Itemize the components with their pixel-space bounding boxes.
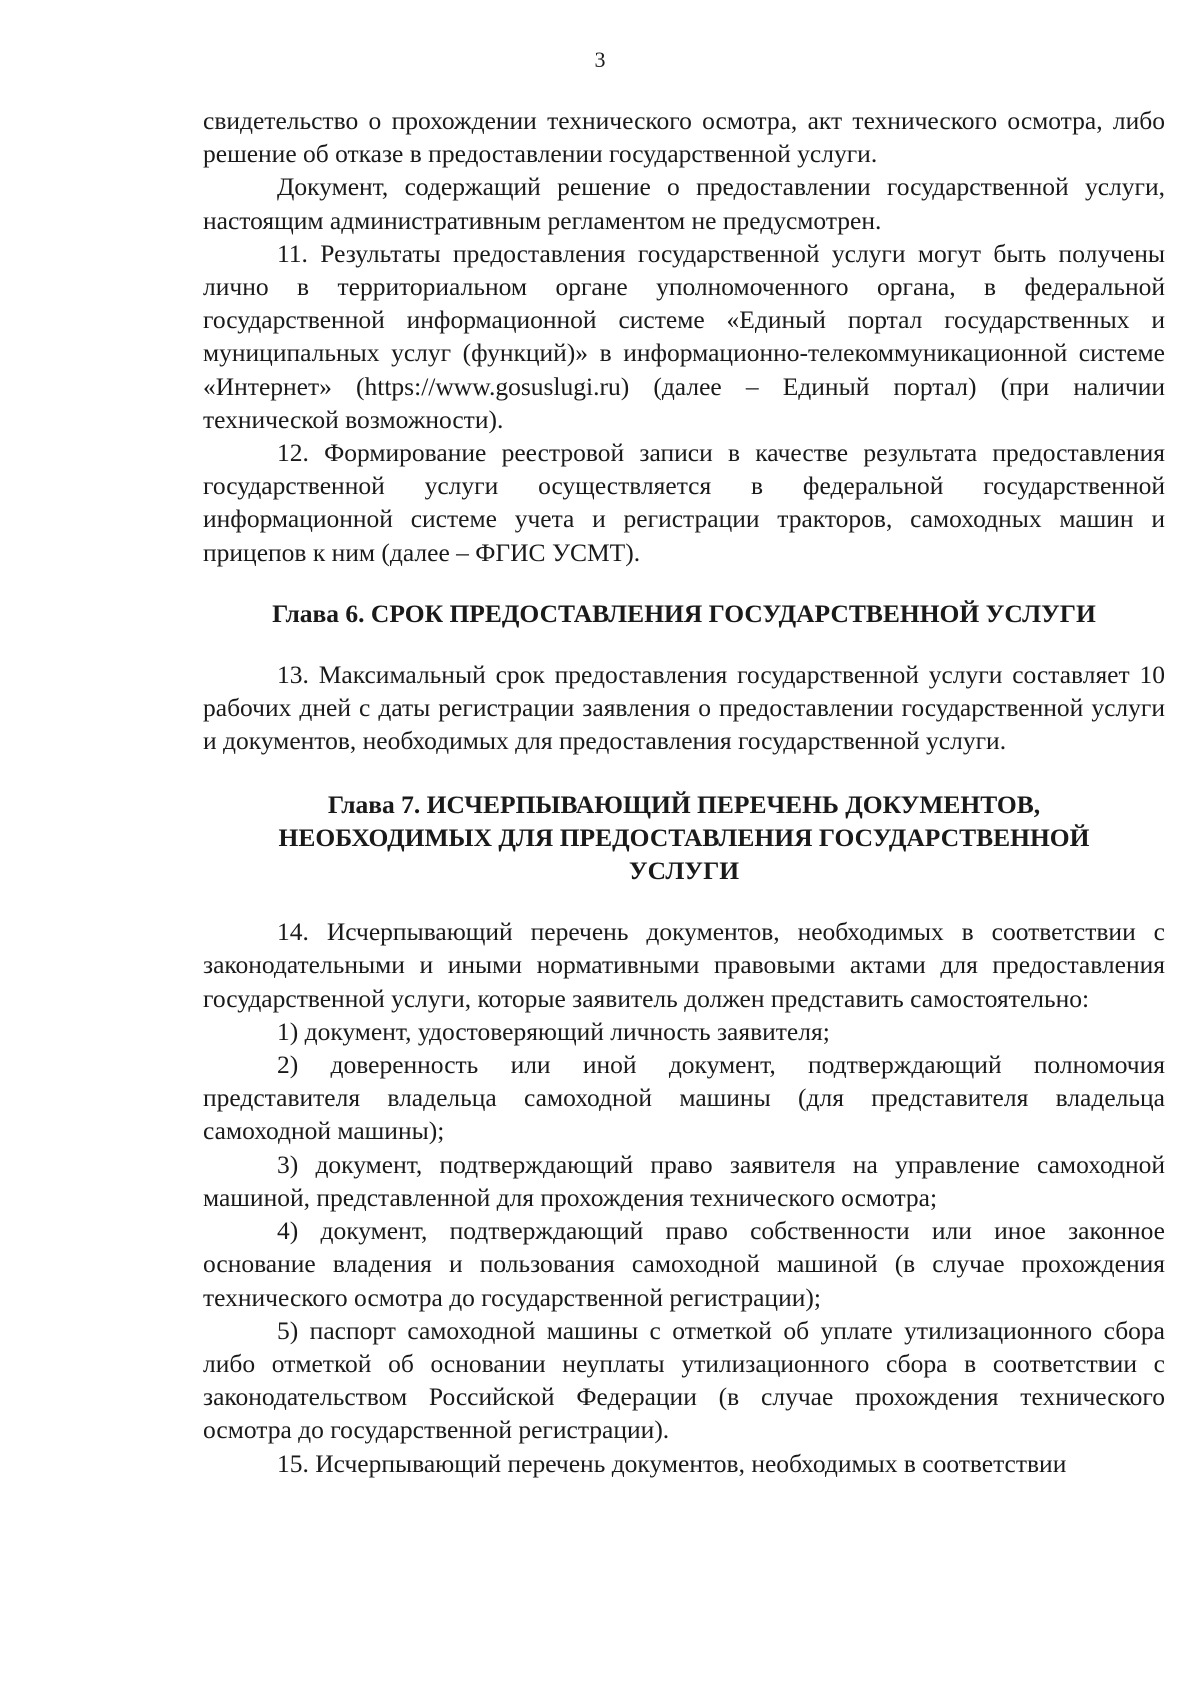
paragraph-result-continuation: свидетельство о прохождении технического осмотра, акт технического осмотра, либо решение об отказе в предоставлении государственной услуги. <box>203 106 1165 169</box>
list-item-1: 1) документ, удостоверяющий личность заявителя; <box>277 1016 830 1046</box>
list-item-2: 2) доверенность или иной документ, подтверждающий полномочия представителя владельца самоходной машины (для представителя владельца самоходной машины); <box>203 1050 1165 1146</box>
paragraph-11: 11. Результаты предоставления государственной услуги могут быть получены лично в территориальном органе уполномоченного органа, в федеральной государственной информационной системе «Единый портал государственных и муниципальных услуг (функций)» в информационно-телекоммуникационной системе «Интернет» (https://www.gosuslugi.ru) (далее – Единый портал) (при наличии технической возможности). <box>203 238 1165 434</box>
chapter-7-heading-line2: НЕОБХОДИМЫХ ДЛЯ ПРЕДОСТАВЛЕНИЯ ГОСУДАРСТВЕННОЙ <box>278 822 1090 852</box>
paragraph-12: 12. Формирование реестровой записи в качестве результата предоставления государственной услуги осуществляется в федеральной государственной информационной системе учета и регистрации тракторов, самоходных машин и прицепов к ним (далее – ФГИС УСМТ). <box>203 438 1165 567</box>
chapter-7-heading-line1: Глава 7. ИСЧЕРПЫВАЮЩИЙ ПЕРЕЧЕНЬ ДОКУМЕНТОВ, <box>327 789 1041 819</box>
paragraph-13: 13. Максимальный срок предоставления государственной услуги составляет 10 рабочих дней с даты регистрации заявления о предоставлении государственной услуги и документов, необходимых для предоставления государственной услуги. <box>203 660 1165 756</box>
list-item-3: 3) документ, подтверждающий право заявителя на управление самоходной машиной, представленной для прохождения технического осмотра; <box>203 1149 1165 1212</box>
document-body <box>203 104 1165 1480</box>
chapter-7-heading-line3: УСЛУГИ <box>628 856 740 886</box>
list-item-4: 4) документ, подтверждающий право собственности или иное законное основание владения и пользования самоходной машиной (в случае прохождения технического осмотра до государственной регистрации); <box>203 1216 1165 1312</box>
chapter-7-heading <box>203 788 1165 888</box>
chapter-6-heading: Глава 6. СРОК ПРЕДОСТАВЛЕНИЯ ГОСУДАРСТВЕННОЙ УСЛУГИ <box>272 598 1096 628</box>
list-item-5: 5) паспорт самоходной машины с отметкой об уплате утилизационного сбора либо отметкой об основании неуплаты утилизационного сбора в соответствии с законодательством Российской Федерации (в случае прохождения технического осмотра до государственной регистрации). <box>203 1315 1165 1445</box>
paragraph-14: 14. Исчерпывающий перечень документов, необходимых в соответствии с законодательными и иными нормативными правовыми актами для предоставления государственной услуги, которые заявитель должен представить самостоятельно: <box>203 917 1165 1013</box>
page-number: 3 <box>594 47 606 72</box>
paragraph-15-start: 15. Исчерпывающий перечень документов, необходимых в соответствии <box>277 1448 1067 1478</box>
paragraph-decision-document: Документ, содержащий решение о предоставлении государственной услуги, настоящим административным регламентом не предусмотрен. <box>203 172 1165 235</box>
